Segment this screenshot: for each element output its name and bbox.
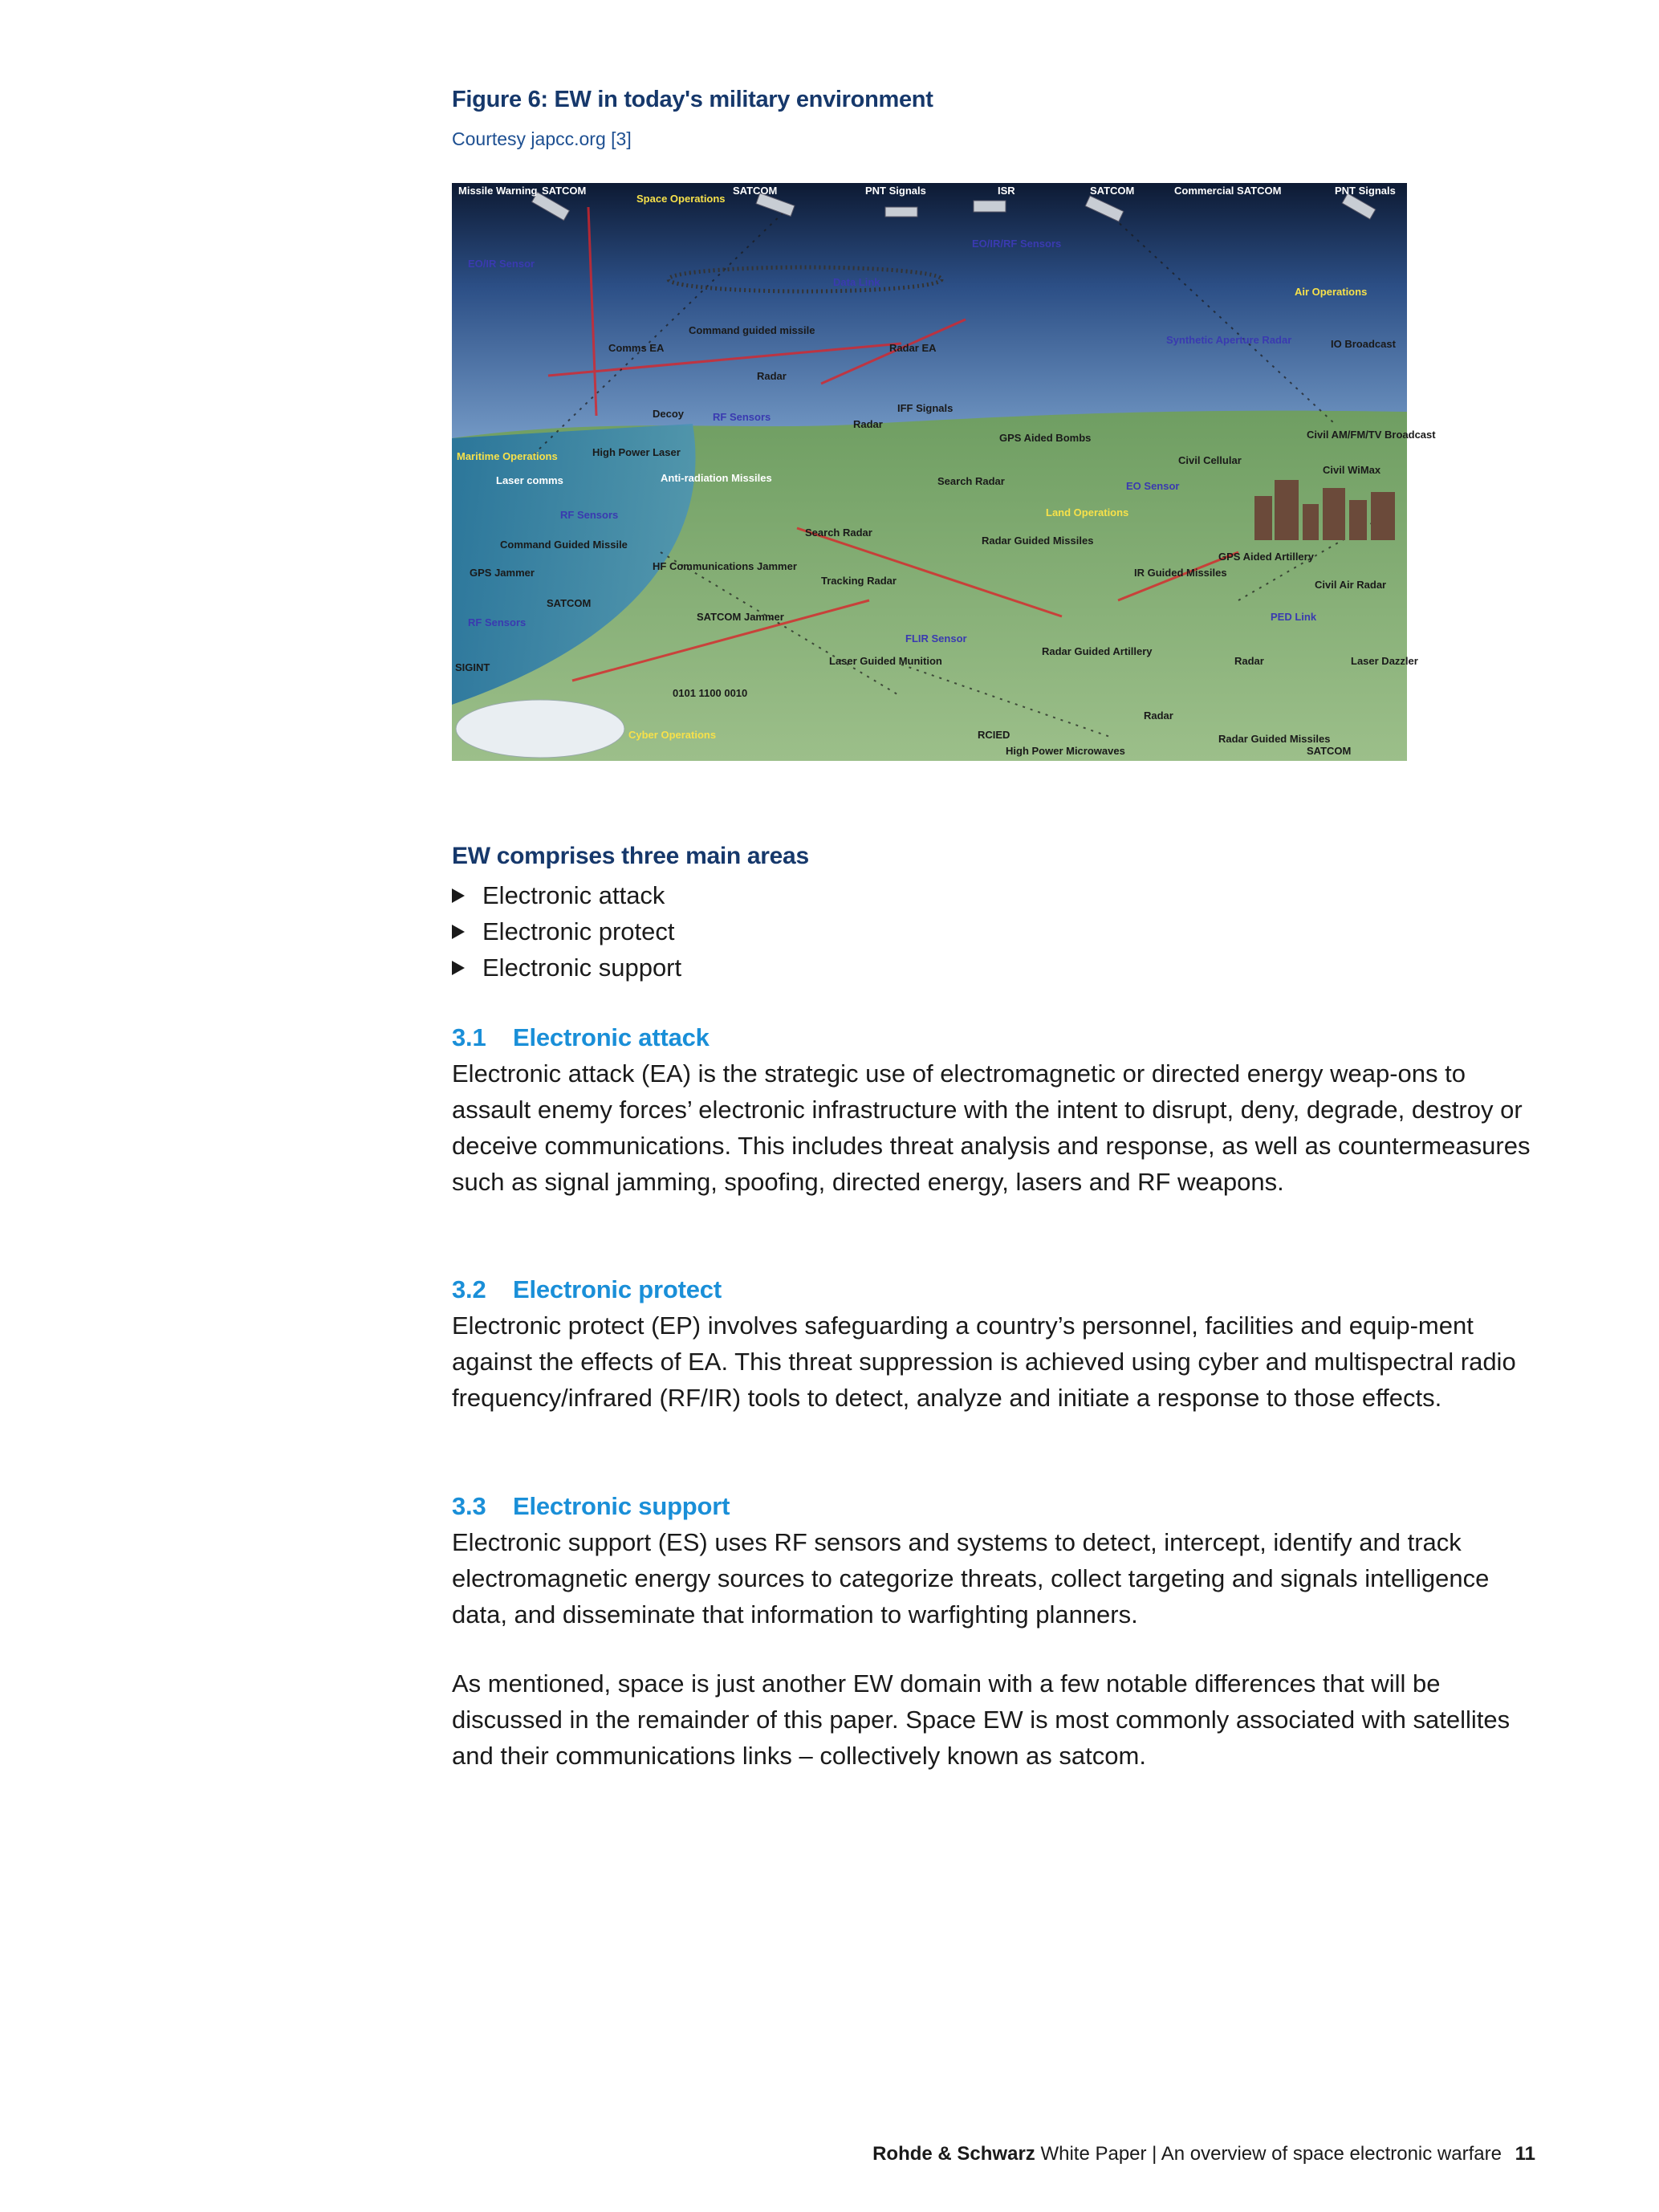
label-rf-sensors-land: RF Sensors [468, 616, 527, 628]
page-number: 11 [1515, 2143, 1535, 2165]
label-civil-wimax: Civil WiMax [1323, 464, 1381, 476]
closing-paragraph: As mentioned, space is just another EW domain with a few notable differences that will be discussed in the remainder of this paper. Space EW is most commonly associated with satellites and their communications links – collectively known as satcom. [452, 1669, 1511, 1770]
label-rf-sensors-sea: RF Sensors [560, 509, 619, 521]
label-satcom-ground: SATCOM [1307, 745, 1352, 757]
label-flir-sensor: FLIR Sensor [905, 632, 967, 644]
label-iff-signals: IFF Signals [897, 402, 954, 414]
label-decoy: Decoy [653, 408, 685, 420]
label-cyber-operations: Cyber Operations [628, 729, 717, 741]
ew-areas-list [452, 877, 681, 986]
label-radar-guided-artillery: Radar Guided Artillery [1042, 645, 1153, 657]
section-body: Electronic support (ES) uses RF sensors and systems to detect, intercept, identify and track electromagnetic energy sources to categorize threats, collect targeting and signals intelligence data, and disseminate that information to warfighting planners. [452, 1528, 1490, 1629]
ew-environment-illustration [452, 183, 1436, 761]
label-io-broadcast: IO Broadcast [1331, 338, 1396, 350]
label-rf-sensors-air: RF Sensors [713, 411, 771, 423]
label-eo-sensor: EO Sensor [1126, 480, 1180, 492]
figure-title: Figure 6: EW in today's military environment [452, 87, 933, 112]
label-command-guided-missile-2: Command Guided Missile [500, 539, 628, 551]
label-civil-broadcast: Civil AM/FM/TV Broadcast [1307, 429, 1436, 441]
label-land-operations: Land Operations [1046, 506, 1129, 518]
list-item [452, 877, 681, 913]
section-electronic-attack [452, 1022, 1535, 1200]
label-satcom-2: SATCOM [733, 185, 778, 197]
label-satcom-3: SATCOM [1090, 185, 1135, 197]
page-footer [872, 2143, 1535, 2165]
section-number: 3.3 [452, 1492, 486, 1520]
section-number: 3.2 [452, 1275, 486, 1303]
label-synthetic-aperture-radar: Synthetic Aperture Radar [1166, 334, 1292, 346]
label-radar-ground: Radar [1234, 655, 1264, 667]
label-radar-guided-missiles-2: Radar Guided Missiles [1218, 733, 1331, 745]
label-hf-jammer: HF Communications Jammer [653, 560, 797, 572]
label-eoir-sensor: EO/IR Sensor [468, 258, 535, 270]
label-data-link: Data Link [833, 276, 880, 288]
label-radar-mid: Radar [853, 418, 883, 430]
label-gps-aided-bombs: GPS Aided Bombs [999, 432, 1092, 444]
label-eoirrf-sensors: EO/IR/RF Sensors [972, 238, 1062, 250]
label-satcom-land: SATCOM [547, 597, 592, 609]
section-title: Electronic protect [513, 1275, 722, 1303]
label-space-operations: Space Operations [636, 193, 726, 205]
list-heading: EW comprises three main areas [452, 843, 809, 869]
label-maritime-operations: Maritime Operations [457, 450, 558, 462]
label-tracking-radar: Tracking Radar [821, 575, 897, 587]
section-electronic-support [452, 1490, 1535, 1633]
label-commercial-satcom: Commercial SATCOM [1174, 185, 1282, 197]
label-air-operations: Air Operations [1295, 286, 1368, 298]
label-satcom-jammer: SATCOM Jammer [697, 611, 784, 623]
label-gps-jammer: GPS Jammer [470, 567, 535, 579]
section-number: 3.1 [452, 1023, 486, 1051]
section-heading [452, 1274, 1535, 1306]
list-item [452, 949, 681, 986]
label-pnt-2: PNT Signals [1335, 185, 1396, 197]
label-missile-warning: Missile Warning [458, 185, 538, 197]
section-heading [452, 1490, 1535, 1523]
section-heading [452, 1022, 1535, 1054]
label-search-radar: Search Radar [805, 527, 872, 539]
section-body: Electronic attack (EA) is the strategic use of electromagnetic or directed energy weap-ons to assault enemy forces’ electronic infrastructure with the intent to disrupt, deny, degrade, destroy or deceive communications. This includes threat analysis and response, as well as countermeasures such as signal jamming, spoofing, directed energy, lasers and RF weapons. [452, 1059, 1531, 1196]
label-gps-aided-artillery: GPS Aided Artillery [1218, 551, 1314, 563]
figure-credit: Courtesy japcc.org [3] [452, 128, 632, 149]
list-item-label: Electronic attack [482, 881, 665, 909]
section-title: Electronic support [513, 1492, 730, 1520]
label-isr: ISR [998, 185, 1015, 197]
footer-text: White Paper | An overview of space electronic warfare [1040, 2143, 1502, 2165]
cyber-operations-ellipse [456, 700, 624, 758]
label-anti-radiation: Anti-radiation Missiles [661, 472, 772, 484]
label-high-power-microwaves: High Power Microwaves [1006, 745, 1125, 757]
label-laser-comms: Laser comms [496, 474, 563, 486]
label-sigint: SIGINT [455, 661, 490, 673]
bullet-triangle-icon [452, 961, 465, 975]
section-electronic-protect [452, 1274, 1535, 1416]
label-high-power-laser: High Power Laser [592, 446, 681, 458]
label-satcom-1: SATCOM [542, 185, 587, 197]
label-laser-guided-munition: Laser Guided Munition [829, 655, 942, 667]
footer-brand: Rohde & Schwarz [872, 2143, 1035, 2165]
label-pnt-1: PNT Signals [865, 185, 926, 197]
label-radar-guided-missiles: Radar Guided Missiles [982, 535, 1094, 547]
list-item-label: Electronic support [482, 954, 682, 982]
label-binary-data: 0101 1100 0010 [673, 687, 748, 699]
label-radar-ea: Radar EA [889, 342, 937, 354]
label-civil-air-radar: Civil Air Radar [1315, 579, 1387, 591]
label-search-radar-2: Search Radar [937, 475, 1005, 487]
label-radar-ground-2: Radar [1144, 710, 1173, 722]
label-comms-ea: Comms EA [608, 342, 665, 354]
list-item [452, 913, 681, 949]
list-item-label: Electronic protect [482, 917, 675, 945]
section-title: Electronic attack [513, 1023, 710, 1051]
bullet-triangle-icon [452, 925, 465, 939]
label-rcied: RCIED [978, 729, 1010, 741]
label-ir-guided-missiles: IR Guided Missiles [1134, 567, 1227, 579]
section-body: Electronic protect (EP) involves safeguarding a country’s personnel, facilities and equip-ment against the effects of EA. This threat suppression is achieved using cyber and multispectral radio frequency/infrared (RF/IR) tools to detect, analyze and initiate a response to those effects. [452, 1311, 1516, 1412]
label-command-guided-missile: Command guided missile [689, 324, 815, 336]
label-laser-dazzler: Laser Dazzler [1351, 655, 1418, 667]
label-radar-air: Radar [757, 370, 787, 382]
bullet-triangle-icon [452, 888, 465, 903]
label-civil-cellular: Civil Cellular [1178, 454, 1242, 466]
label-ped-link: PED Link [1271, 611, 1317, 623]
